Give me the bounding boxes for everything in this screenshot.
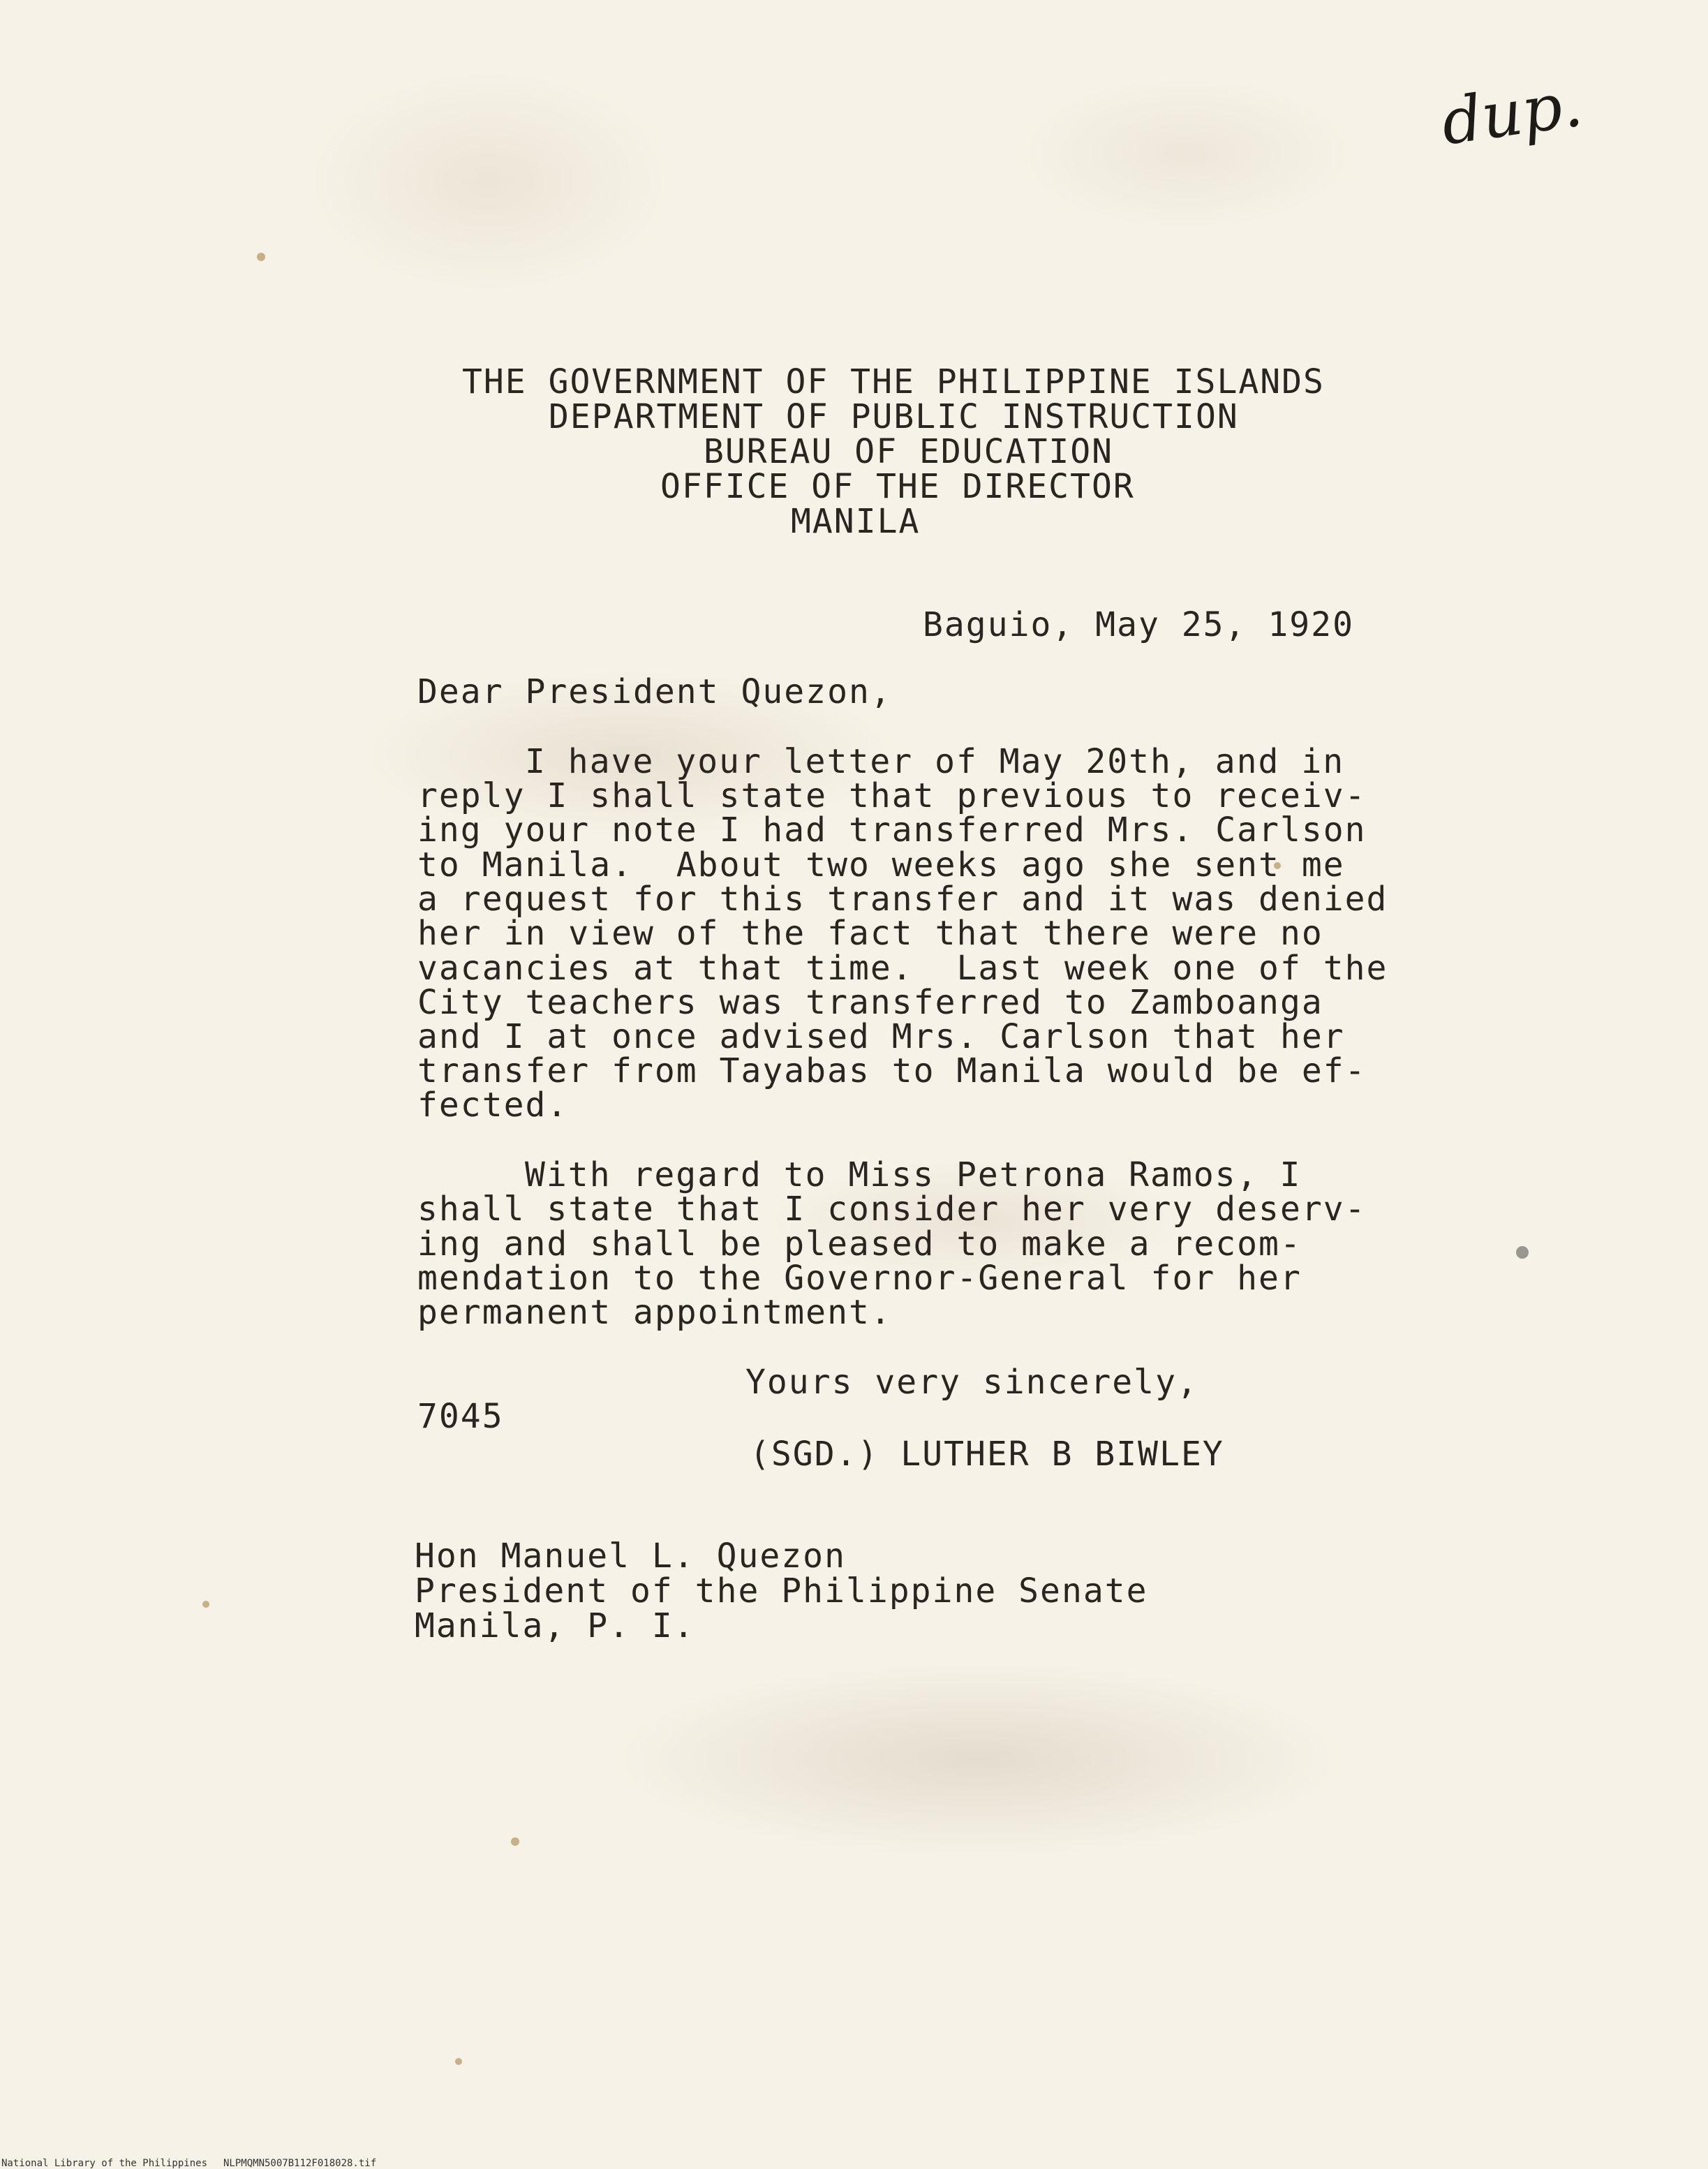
paragraph-1-line: fected. [417,1086,569,1125]
salutation: Dear President Quezon, [417,672,892,711]
paper-speck [1516,1246,1529,1259]
paragraph-1-line: I have your letter of May 20th, and in [525,742,1345,781]
paper-speck [455,2058,462,2065]
letterhead-line-3: BUREAU OF EDUCATION [704,432,1114,471]
letterhead-line-1: THE GOVERNMENT OF THE PHILIPPINE ISLANDS [462,362,1325,401]
closing: Yours very sincerely, [745,1363,1198,1402]
letterhead-line-5: MANILA [791,502,921,541]
paper-speck [511,1837,519,1846]
paper-speck [202,1601,209,1608]
signature: (SGD.) LUTHER B BIWLEY [750,1435,1224,1474]
paragraph-1-line: her in view of the fact that there were no [417,914,1323,953]
paragraph-1-line: to Manila. About two weeks ago she sent me [417,845,1345,884]
dateline: Baguio, May 25, 1920 [923,605,1354,644]
footer-source: National Library of the Philippines [1,2158,208,2169]
letterhead-line-2: DEPARTMENT OF PUBLIC INSTRUCTION [549,397,1239,436]
paragraph-2-line: shall state that I consider her very deserv- [417,1190,1367,1229]
handwritten-margin-note: dup. [1436,67,1587,160]
paragraph-2-line: mendation to the Governor-General for her [417,1259,1302,1298]
paragraph-2-line: With regard to Miss Petrona Ramos, I [525,1155,1302,1194]
file-number: 7045 [417,1397,504,1436]
paragraph-2-line: ing and shall be pleased to make a recom- [417,1224,1302,1264]
paragraph-2-line: permanent appointment. [417,1293,892,1332]
recipient-address: Manila, P. I. [415,1606,695,1645]
footer-filename: NLPMQMN5007B112F018028.tif [223,2158,377,2169]
recipient-title: President of the Philippine Senate [415,1571,1148,1611]
paragraph-1-line: ing your note I had transferred Mrs. Carlson [417,810,1367,850]
paragraph-1-line: and I at once advised Mrs. Carlson that her [417,1017,1345,1056]
paper-speck [257,253,265,261]
paragraph-1-line: reply I shall state that previous to receiv- [417,776,1367,815]
paragraph-1-line: a request for this transfer and it was denied [417,880,1388,919]
paragraph-1-line: vacancies at that time. Last week one of the [417,949,1388,988]
paragraph-1-line: transfer from Tayabas to Manila would be ef- [417,1051,1367,1090]
letterhead-line-4: OFFICE OF THE DIRECTOR [660,467,1135,506]
paragraph-1-line: City teachers was transferred to Zamboanga [417,983,1323,1022]
recipient-name: Hon Manuel L. Quezon [415,1537,846,1576]
